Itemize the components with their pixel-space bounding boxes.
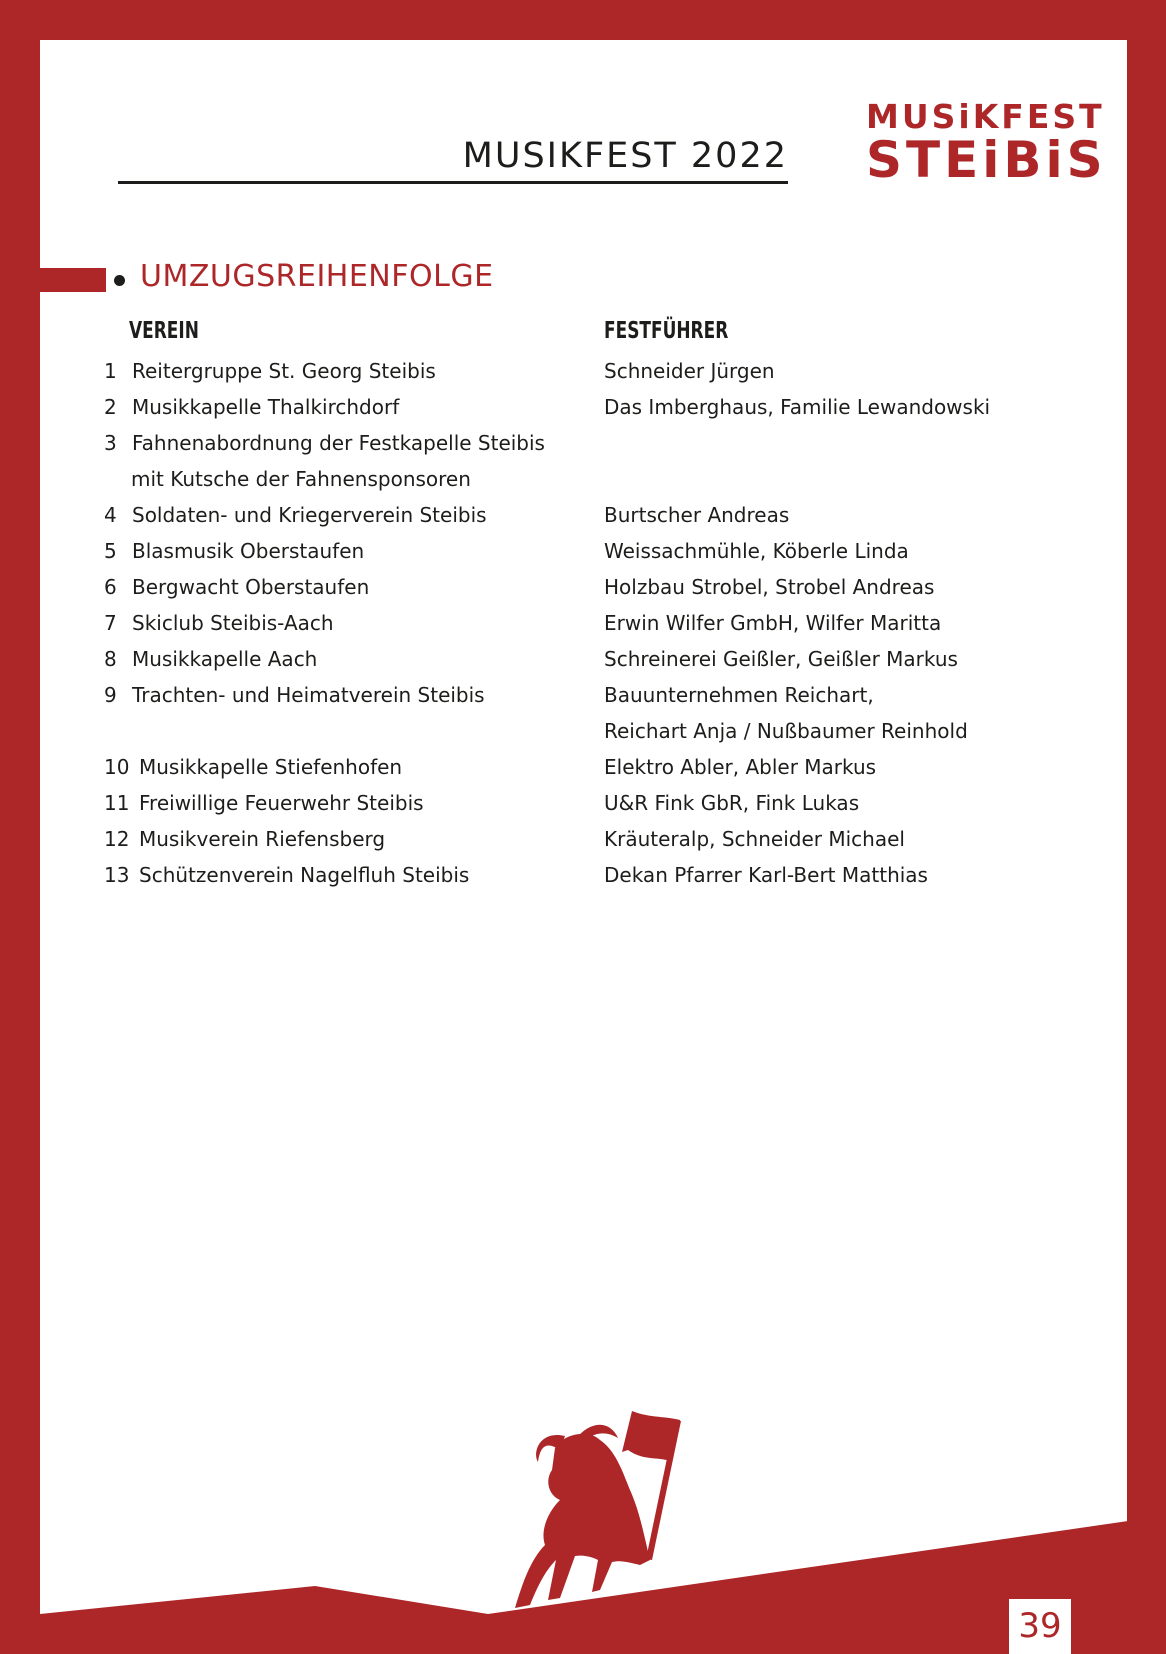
verein-name: Reitergruppe St. Georg Steibis [132, 359, 436, 383]
festfuehrer-name: Holzbau Strobel, Strobel Andreas [604, 575, 935, 599]
column-header-verein: VEREIN [129, 318, 199, 344]
verein-name: Fahnenabordnung der Festkapelle Steibis [132, 431, 545, 455]
section-accent-bar [40, 268, 106, 292]
verein-name: Blasmusik Oberstaufen [132, 539, 365, 563]
verein-name: Musikkapelle Aach [132, 647, 318, 671]
row-number: 9 [104, 683, 117, 707]
verein-name: Musikkapelle Thalkirchdorf [132, 395, 400, 419]
festfuehrer-name: Elektro Abler, Abler Markus [604, 755, 877, 779]
festfuehrer-name: Bauunternehmen Reichart, [604, 683, 874, 707]
logo-line-bottom: STEiBiS [866, 131, 1107, 189]
verein-name: Musikverein Riefensberg [139, 827, 386, 851]
page-number: 39 [1009, 1599, 1071, 1654]
row-number: 2 [104, 395, 117, 419]
bullet-icon [114, 275, 125, 286]
row-number: 4 [104, 503, 117, 527]
verein-name: Bergwacht Oberstaufen [132, 575, 370, 599]
row-number: 6 [104, 575, 117, 599]
row-number: 5 [104, 539, 117, 563]
title-underline [118, 181, 788, 184]
festfuehrer-name: Schreinerei Geißler, Geißler Markus [604, 647, 958, 671]
row-number: 8 [104, 647, 117, 671]
verein-name-continued: mit Kutsche der Fahnensponsoren [131, 467, 471, 491]
festfuehrer-name: Schneider Jürgen [604, 359, 775, 383]
goat-with-flag-icon [515, 1411, 681, 1608]
festfuehrer-name: Dekan Pfarrer Karl-Bert Matthias [604, 863, 928, 887]
verein-name: Schützenverein Nagelfluh Steibis [139, 863, 470, 887]
row-number: 10 [104, 755, 130, 779]
verein-name: Soldaten- und Kriegerverein Steibis [132, 503, 487, 527]
column-header-festfuehrer: FESTFÜHRER [604, 318, 729, 344]
row-number: 13 [104, 863, 130, 887]
festfuehrer-name-continued: Reichart Anja / Nußbaumer Reinhold [604, 719, 968, 743]
row-number: 7 [104, 611, 117, 635]
festfuehrer-name: Erwin Wilfer GmbH, Wilfer Maritta [604, 611, 942, 635]
page-title: MUSIKFEST 2022 [462, 136, 788, 176]
row-number: 1 [104, 359, 117, 383]
row-number: 12 [104, 827, 130, 851]
row-number: 3 [104, 431, 117, 455]
logo-line-top: MUSiKFEST [866, 97, 1105, 136]
festfuehrer-name: Weissachmühle, Köberle Linda [604, 539, 909, 563]
musikfest-logo [866, 97, 1107, 190]
festfuehrer-name: Burtscher Andreas [604, 503, 790, 527]
verein-name: Freiwillige Feuerwehr Steibis [139, 791, 424, 815]
verein-name: Trachten- und Heimatverein Steibis [132, 683, 485, 707]
row-number: 11 [104, 791, 130, 815]
section-title: UMZUGSREIHENFOLGE [140, 259, 494, 294]
verein-name: Musikkapelle Stiefenhofen [139, 755, 403, 779]
festfuehrer-name: U&R Fink GbR, Fink Lukas [604, 791, 860, 815]
verein-name: Skiclub Steibis-Aach [132, 611, 334, 635]
festfuehrer-name: Kräuteralp, Schneider Michael [604, 827, 905, 851]
festfuehrer-name: Das Imberghaus, Familie Lewandowski [604, 395, 991, 419]
